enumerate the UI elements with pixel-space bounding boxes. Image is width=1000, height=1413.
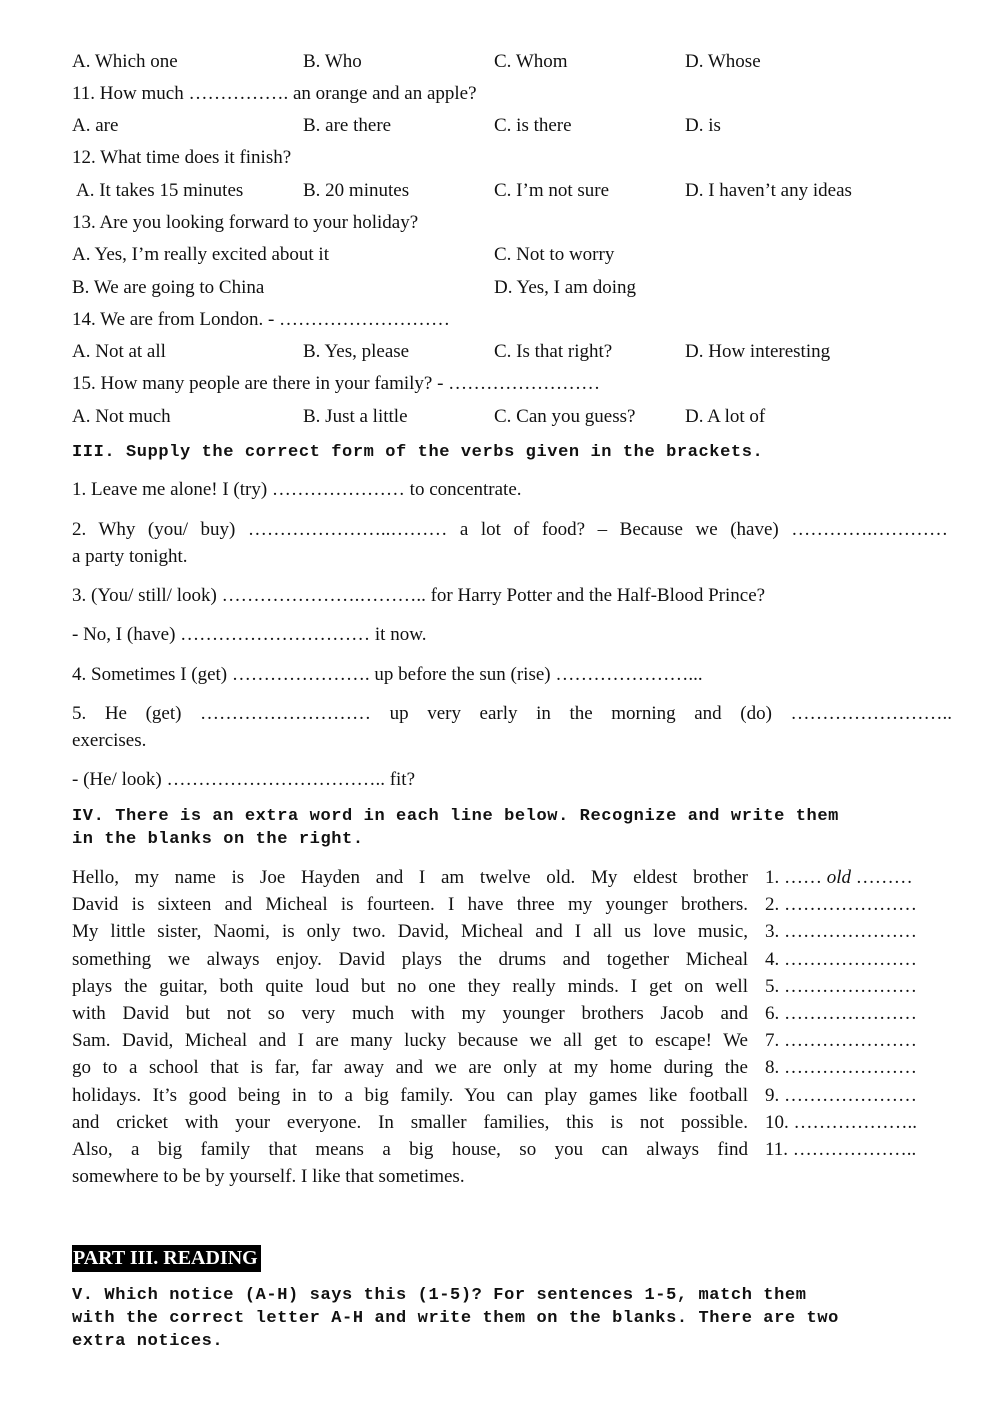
passage-line: with David but not so very much with my younger brothers Jacob and — [72, 1003, 748, 1025]
section-4-heading-line1: IV. There is an extra word in each line below. Recognize and write them — [72, 807, 839, 826]
option-d: D. Whose — [685, 51, 761, 72]
question-11: 11. How much ……………. an orange and an apple? — [72, 83, 477, 104]
verb-item-4: 4. Sometimes I (get) …………………. up before the sun (rise) …………………... — [72, 664, 703, 685]
answer-blank-10[interactable]: 10. ……………….. — [765, 1111, 917, 1133]
answer-blank-9[interactable]: 9. ………………… — [765, 1084, 917, 1106]
section-3-heading: III. Supply the correct form of the verbs given in the brackets. — [72, 443, 764, 462]
question-15: 15. How many people are there in your family? - …………………… — [72, 373, 601, 394]
example-suffix: ……… — [855, 867, 913, 888]
section-5-heading-line3: extra notices. — [72, 1332, 224, 1351]
option-a: A. It takes 15 minutes — [76, 180, 244, 201]
passage-line: something we always enjoy. David plays the drums and together Micheal — [72, 948, 748, 970]
answer-blank-5[interactable]: 5. ………………… — [765, 975, 917, 997]
option-b: B. Just a little — [303, 406, 408, 427]
verb-item-5-cont: exercises. — [72, 730, 147, 751]
passage-line: My little sister, Naomi, is only two. David, Micheal and I all us love music, — [72, 921, 748, 943]
option-a: A. Not at all — [72, 341, 166, 362]
option-c: C. I’m not sure — [494, 180, 610, 201]
option-d: D. Yes, I am doing — [494, 277, 636, 298]
verb-item-3: 3. (You/ still/ look) ………………….……….. for Harry Potter and the Half-Blood Prince? — [72, 585, 766, 606]
option-b: B. are there — [303, 115, 392, 136]
passage-line: Sam. David, Micheal and I are many lucky because we all get to escape! We — [72, 1030, 748, 1052]
answer-blank-11[interactable]: 11. ……………….. — [765, 1138, 917, 1160]
option-d: D. How interesting — [685, 341, 831, 362]
option-d: D. I haven’t any ideas — [685, 180, 852, 201]
answer-blank-8[interactable]: 8. ………………… — [765, 1057, 917, 1079]
section-5-heading-line2: with the correct letter A-H and write them on the blanks. There are two — [72, 1309, 839, 1328]
passage-line: David is sixteen and Micheal is fourteen. I have three my younger brothers. — [72, 894, 748, 916]
verb-item-5: 5. He (get) ……………………… up very early in the morning and (do) …………………….. — [72, 703, 952, 724]
answer-blank-7[interactable]: 7. ………………… — [765, 1030, 917, 1052]
option-c: C. Not to worry — [494, 244, 615, 265]
passage-line: go to a school that is far, far away and we are only at my home during the — [72, 1057, 748, 1079]
question-12: 12. What time does it finish? — [72, 147, 292, 168]
answer-blank-4[interactable]: 4. ………………… — [765, 948, 917, 970]
passage-line: somewhere to be by yourself. I like that sometimes. — [72, 1166, 465, 1188]
answer-blank-6[interactable]: 6. ………………… — [765, 1002, 917, 1024]
option-b: B. We are going to China — [72, 277, 265, 298]
section-5-heading-line1: V. Which notice (A-H) says this (1-5)? For sentences 1-5, match them — [72, 1286, 807, 1305]
passage-line: Also, a big family that means a big house, so you can always find — [72, 1139, 748, 1161]
option-a: A. Which one — [72, 51, 178, 72]
verb-item-3-reply: - No, I (have) ………………………… it now. — [72, 624, 427, 645]
answer-blank-2[interactable]: 2. ………………… — [765, 894, 917, 916]
example-prefix: 1. …… — [765, 867, 822, 888]
option-a: A. Not much — [72, 406, 171, 427]
option-c: C. is there — [494, 115, 572, 136]
verb-item-2-cont: a party tonight. — [72, 546, 188, 567]
verb-item-5-question: - (He/ look) …………………………….. fit? — [72, 769, 416, 790]
passage-line: Hello, my name is Joe Hayden and I am twelve old. My eldest brother — [72, 867, 748, 888]
verb-item-1: 1. Leave me alone! I (try) ………………… to concentrate. — [72, 479, 522, 500]
answer-example — [765, 864, 917, 891]
option-c: C. Whom — [494, 51, 568, 72]
verb-item-2: 2. Why (you/ buy) …………………..……… a lot of food? – Because we (have) ………….………… — [72, 519, 948, 540]
answer-blank-3[interactable]: 3. ………………… — [765, 921, 917, 943]
option-b: B. Yes, please — [303, 341, 410, 362]
option-b: B. 20 minutes — [303, 180, 410, 201]
option-d: D. A lot of — [685, 406, 766, 427]
part-3-banner: PART III. READING — [72, 1245, 261, 1272]
option-a: A. are — [72, 115, 119, 136]
option-c: C. Can you guess? — [494, 406, 636, 427]
option-b: B. Who — [303, 51, 362, 72]
passage — [72, 864, 748, 1190]
question-14: 14. We are from London. - ……………………… — [72, 309, 451, 330]
answer-blanks — [765, 864, 917, 1163]
passage-line: and cricket with your everyone. In smaller families, this is not possible. — [72, 1111, 748, 1133]
section-4-heading-line2: in the blanks on the right. — [72, 830, 364, 849]
option-a: A. Yes, I’m really excited about it — [72, 244, 329, 265]
question-13: 13. Are you looking forward to your holiday? — [72, 212, 419, 233]
passage-line: holidays. It’s good being in to a big family. You can play games like football — [72, 1084, 748, 1106]
example-word: old — [826, 867, 852, 888]
option-d: D. is — [685, 115, 721, 136]
option-c: C. Is that right? — [494, 341, 613, 362]
passage-line: plays the guitar, both quite loud but no one they really minds. I get on well — [72, 975, 748, 997]
